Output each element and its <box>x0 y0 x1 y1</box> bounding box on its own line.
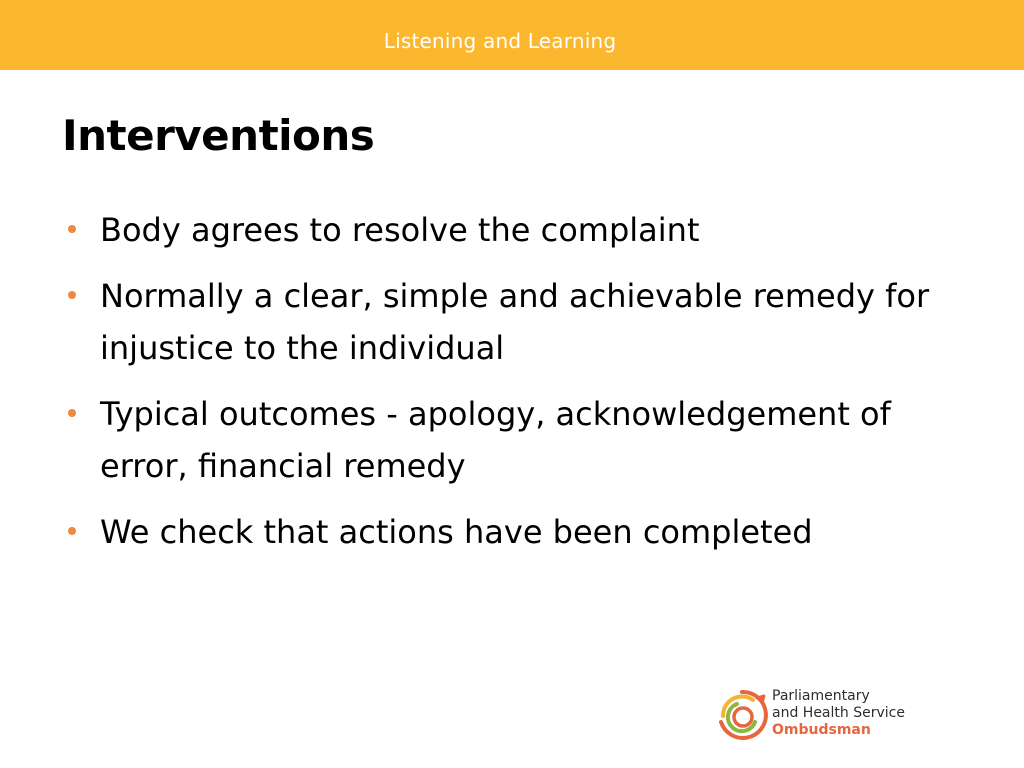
header-bar <box>0 0 1024 70</box>
bullet-dot-icon <box>68 527 76 535</box>
ombudsman-logo <box>713 684 913 748</box>
bullet-dot-icon <box>68 291 76 299</box>
bullet-item <box>62 388 962 492</box>
slide-title: Interventions <box>62 111 375 160</box>
bullet-dot-icon <box>68 409 76 417</box>
bullet-text: We check that actions have been completed <box>100 513 813 551</box>
bullet-text: Normally a clear, simple and achievable remedy for injustice to the individual <box>100 277 930 367</box>
bullet-item <box>62 270 962 374</box>
bullet-text: Body agrees to resolve the complaint <box>100 211 700 249</box>
logo-text <box>772 688 905 739</box>
bullet-text: Typical outcomes - apology, acknowledgement of error, financial remedy <box>100 395 891 485</box>
header-title: Listening and Learning <box>383 29 617 53</box>
bullet-item <box>62 204 962 256</box>
logo-line-3: Ombudsman <box>772 722 871 738</box>
circular-arrows-logo-icon <box>713 686 771 744</box>
bullet-dot-icon <box>68 225 76 233</box>
bullet-list <box>62 204 962 572</box>
logo-line-2: and Health Service <box>772 705 905 721</box>
bullet-item <box>62 506 962 558</box>
logo-line-1: Parliamentary <box>772 688 870 704</box>
